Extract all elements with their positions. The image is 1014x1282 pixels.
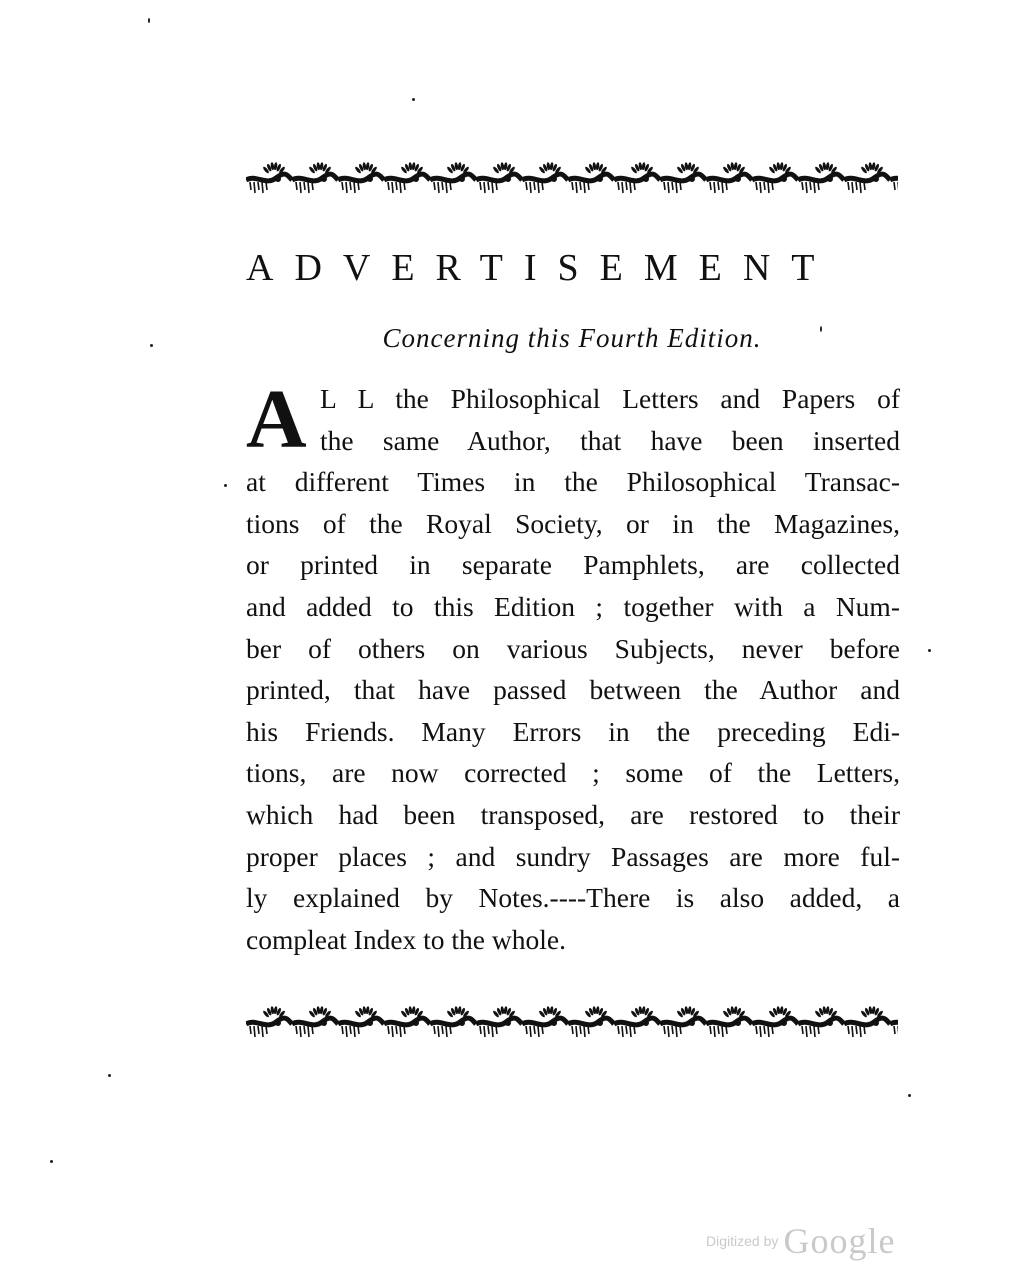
scan-speck [820,326,822,332]
text-line: proper places ; and sundry Passages are more ful- [246,840,900,872]
scan-speck [148,18,150,23]
ornament-unit [384,1006,430,1037]
ornament-unit [522,162,568,193]
ornament-unit [706,1006,752,1037]
text-line: ber of others on various Subjects, never before [246,632,900,664]
text-line: ly explained by Notes.----There is also added, a [246,882,900,914]
scan-speck [928,649,931,652]
top-ornament-border [246,160,898,196]
scan-speck [108,1074,111,1077]
advertisement-heading: ADVERTISEMENT [246,247,836,289]
ornament-unit [430,1006,476,1037]
text-line: at different Times in the Philosophical Transac- [246,466,900,498]
watermark-prefix: Digitized by [706,1233,779,1249]
drop-cap: A [246,373,307,466]
ornament-unit [246,1006,292,1037]
ornament-unit [844,162,890,193]
text-line: tions, are now corrected ; some of the Letters, [246,757,900,789]
text-line: printed, that have passed between the Author and [246,674,900,706]
bottom-ornament-border [246,1004,898,1040]
ornament-unit [338,1006,384,1037]
scan-speck [412,98,415,101]
digitized-watermark [706,1220,895,1260]
ornament-unit [476,162,522,193]
scan-speck [224,484,227,487]
ornament-unit [660,162,706,193]
scan-speck [908,1094,911,1097]
ornament-unit [246,162,292,193]
ornament-unit [798,162,844,193]
advertisement-body [246,373,900,960]
text-line: his Friends. Many Errors in the preceding Edi- [246,715,900,747]
ornament-unit [568,162,614,193]
text-line: which had been transposed, are restored to their [246,798,900,830]
google-logo: Google [783,1221,896,1261]
ornament-unit [752,1006,798,1037]
ornament-unit [292,162,338,193]
text-line: compleat Index to the whole. [246,923,566,955]
ornament-unit [384,162,430,193]
ornament-unit [706,162,752,193]
ornament-unit [292,1006,338,1037]
text-line: or printed in separate Pamphlets, are collected [246,549,900,581]
ornament-unit [430,162,476,193]
scan-speck [150,344,153,347]
ornament-unit [522,1006,568,1037]
ornament-unit [798,1006,844,1037]
text-line: tions of the Royal Society, or in the Magazines, [246,507,900,539]
scan-speck [50,1160,53,1163]
ornament-unit [614,162,660,193]
ornament-unit [844,1006,890,1037]
ornament-unit [568,1006,614,1037]
ornament-unit [338,162,384,193]
text-line: L L the Philosophical Letters and Papers of [320,383,900,414]
text-line: and added to this Edition ; together with a Num- [246,590,900,622]
ornament-unit [614,1006,660,1037]
ornament-unit [476,1006,522,1037]
text-line: the same Author, that have been inserted [320,424,900,456]
ornament-unit [752,162,798,193]
ornament-unit [660,1006,706,1037]
edition-subtitle: Concerning this Fourth Edition. [382,323,762,353]
ornament-unit [890,1006,898,1037]
ornament-unit [890,162,898,193]
